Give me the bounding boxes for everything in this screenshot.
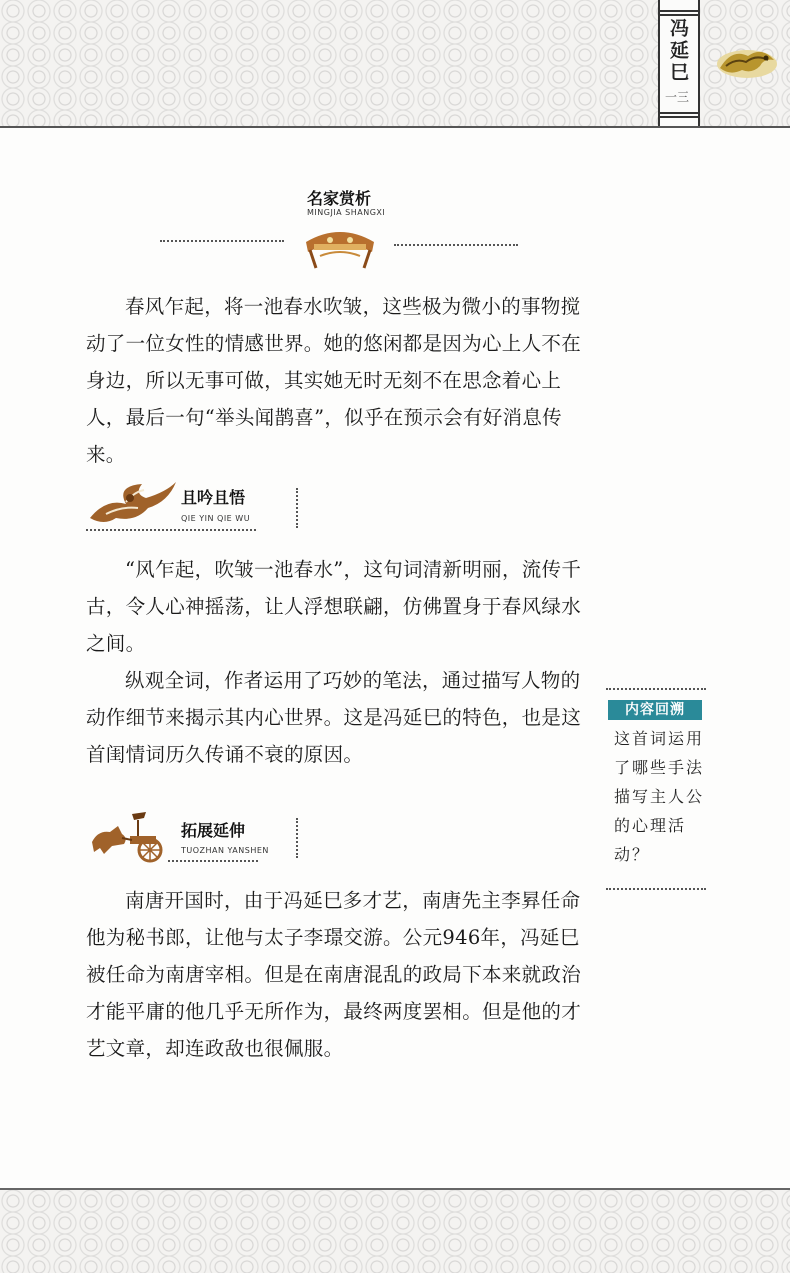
section-title-appreciation: 名家赏析 bbox=[307, 189, 372, 208]
section-title-recite: 且吟且悟 bbox=[181, 488, 246, 507]
section-subtitle-extension: TUOZHAN YANSHEN bbox=[181, 846, 269, 855]
dragon-badge-icon bbox=[712, 38, 782, 86]
paragraph-appreciation: 春风乍起，将一池春水吹皱，这些极为微小的事物搅动了一位女性的情感世界。她的悠闲都是因为心上人不在身边，所以无事可做，其实她无时无刻不在思念着心上人，最后一句“举头闻鹊喜”，似乎在预示会有好消息传来。 bbox=[86, 295, 582, 466]
divider-vdots-recite bbox=[296, 488, 298, 528]
section-subtitle-appreciation: MINGJIA SHANGXI bbox=[307, 208, 386, 217]
sidebar-question: 这首词运用了哪些手法描写主人公的心理活动？ bbox=[614, 729, 705, 864]
paragraph-recite-1: “风乍起，吹皱一池春水”，这句词清新明丽，流传千古，令人心神摇荡，让人浮想联翩，仿佛置身于春风绿水之间。 bbox=[86, 558, 582, 655]
paragraph-recite-2: 纵观全词，作者运用了巧妙的笔法，通过描写人物的动作细节来揭示其内心世界。这是冯延巳的特色，也是这首闺情词历久传诵不衰的原因。 bbox=[86, 669, 582, 766]
section-title-extension: 拓展延伸 bbox=[181, 821, 246, 840]
chariot-icon bbox=[88, 808, 174, 864]
side-title: 冯延巳 bbox=[667, 18, 689, 84]
section-subtitle-recite: QIE YIN QIE WU bbox=[181, 514, 251, 523]
page-number: 一三 bbox=[664, 90, 689, 104]
flying-immortal-icon bbox=[86, 478, 178, 528]
sidebar-label: 内容回溯 bbox=[608, 700, 702, 720]
divider-dots-right bbox=[394, 244, 518, 246]
paragraph-extension: 南唐开国时，由于冯延巳多才艺，南唐先主李昪任命他为秘书郎，让他与太子李璟交游。公元946年，冯延巳被任命为南唐宰相。但是在南唐混乱的政局下本来就政治才能平庸的他几乎无所作为，最终两度罢相。但是他的才艺文章，却连政敌也很佩服。 bbox=[86, 889, 582, 1060]
underline-dots-extension bbox=[168, 860, 258, 862]
footer-pattern-band bbox=[0, 1188, 790, 1273]
divider-vdots-extension bbox=[296, 818, 298, 858]
divider-dots-left bbox=[160, 240, 284, 242]
underline-dots-recite bbox=[86, 529, 256, 531]
bridge-ornament-icon bbox=[300, 222, 380, 272]
